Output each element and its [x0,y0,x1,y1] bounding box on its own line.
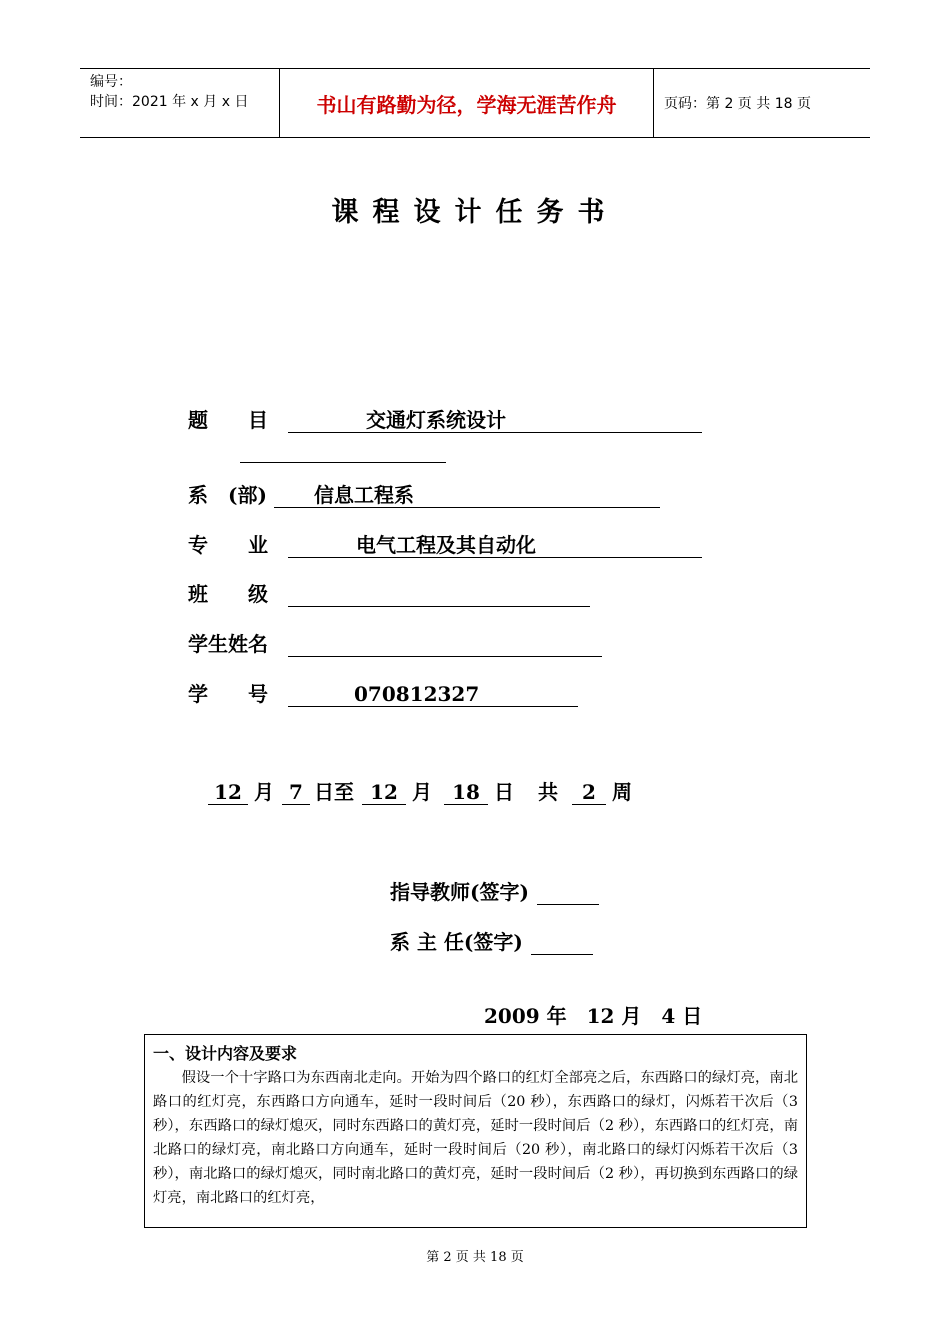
day-to-label: 日至 [314,780,354,804]
end-day: 18 [444,780,488,805]
schedule-line [208,776,632,805]
month-label-2: 月 [412,780,432,804]
end-month: 12 [362,780,406,805]
design-requirements-box [144,1034,807,1228]
header-page-info: 页码：第 2 页 共 18 页 [664,96,811,112]
month-label-1: 月 [254,780,274,804]
doc-time: 时间：2021 年 x 月 x 日 [90,94,249,110]
topic-underline-continued [240,436,446,463]
class-label: 班 级 [188,582,268,606]
dept-underline[interactable] [274,482,660,508]
advisor-signature-blank[interactable] [537,882,599,905]
class-underline[interactable] [288,581,590,607]
start-day: 7 [282,780,310,805]
field-dept [188,479,660,508]
header-meta [80,69,280,137]
section-heading: 一、设计内容及要求 [153,1044,298,1063]
student-name-label: 学生姓名 [188,632,268,656]
major-underline[interactable] [288,532,702,558]
student-name-underline[interactable] [288,631,602,657]
field-student-id [188,678,578,707]
dept-value: 信息工程系 [314,483,414,507]
director-signature-blank[interactable] [531,932,593,955]
field-major [188,529,702,558]
dept-label: 系 (部) [188,483,267,507]
topic-value: 交通灯系统设计 [366,408,506,432]
day-label: 日 [494,780,514,804]
advisor-signature [390,876,599,905]
section-body: 假设一个十字路口为东西南北走向。开始为四个路口的红灯全部亮之后，东西路口的绿灯亮，南北路口的红灯亮，东西路口方向通车，延时一段时间后（20 秒），东西路口的绿灯，闪烁若干次后（3 秒），东西路口的绿灯熄灭，同时东西路口的黄灯亮，延时一段时间后（2 秒），东西路口的红灯亮，南北路口的绿灯亮，南北路口方向通车，延时一段时间后（20 秒），南北路口的绿灯闪烁若干次后（3 秒），南北路口的绿灯熄灭，同时南北路口的黄灯亮，延时一段时间后（2 秒），再切换到东西路口的绿灯亮，南北路口的红灯亮， [153,1070,798,1206]
field-student-name [188,628,602,657]
week-label: 周 [612,780,632,804]
page-title: 课程设计任务书 [331,197,619,228]
student-id-label: 学 号 [188,682,268,706]
page-footer: 第 2 页 共 18 页 [426,1250,524,1265]
header-motto: 书山有路勤为径，学海无涯苦作舟 [280,69,654,137]
field-class [188,578,590,607]
director-signature [390,926,593,955]
document-date: 2009 年 12 月 4 日 [484,1004,703,1028]
total-label: 共 [538,780,558,804]
topic-label: 题 目 [188,408,268,432]
major-value: 电气工程及其自动化 [356,533,536,557]
major-label: 专 业 [188,533,268,557]
field-topic [188,404,702,433]
director-label: 系 主 任(签字) [390,930,523,954]
weeks-value: 2 [572,780,606,805]
student-id-underline[interactable] [288,681,578,707]
doc-number: 编号： [90,74,132,90]
topic-underline[interactable] [288,407,702,433]
student-id-value: 070812327 [354,682,480,706]
page-header [80,68,870,138]
start-month: 12 [208,780,248,805]
advisor-label: 指导教师(签字) [390,880,529,904]
